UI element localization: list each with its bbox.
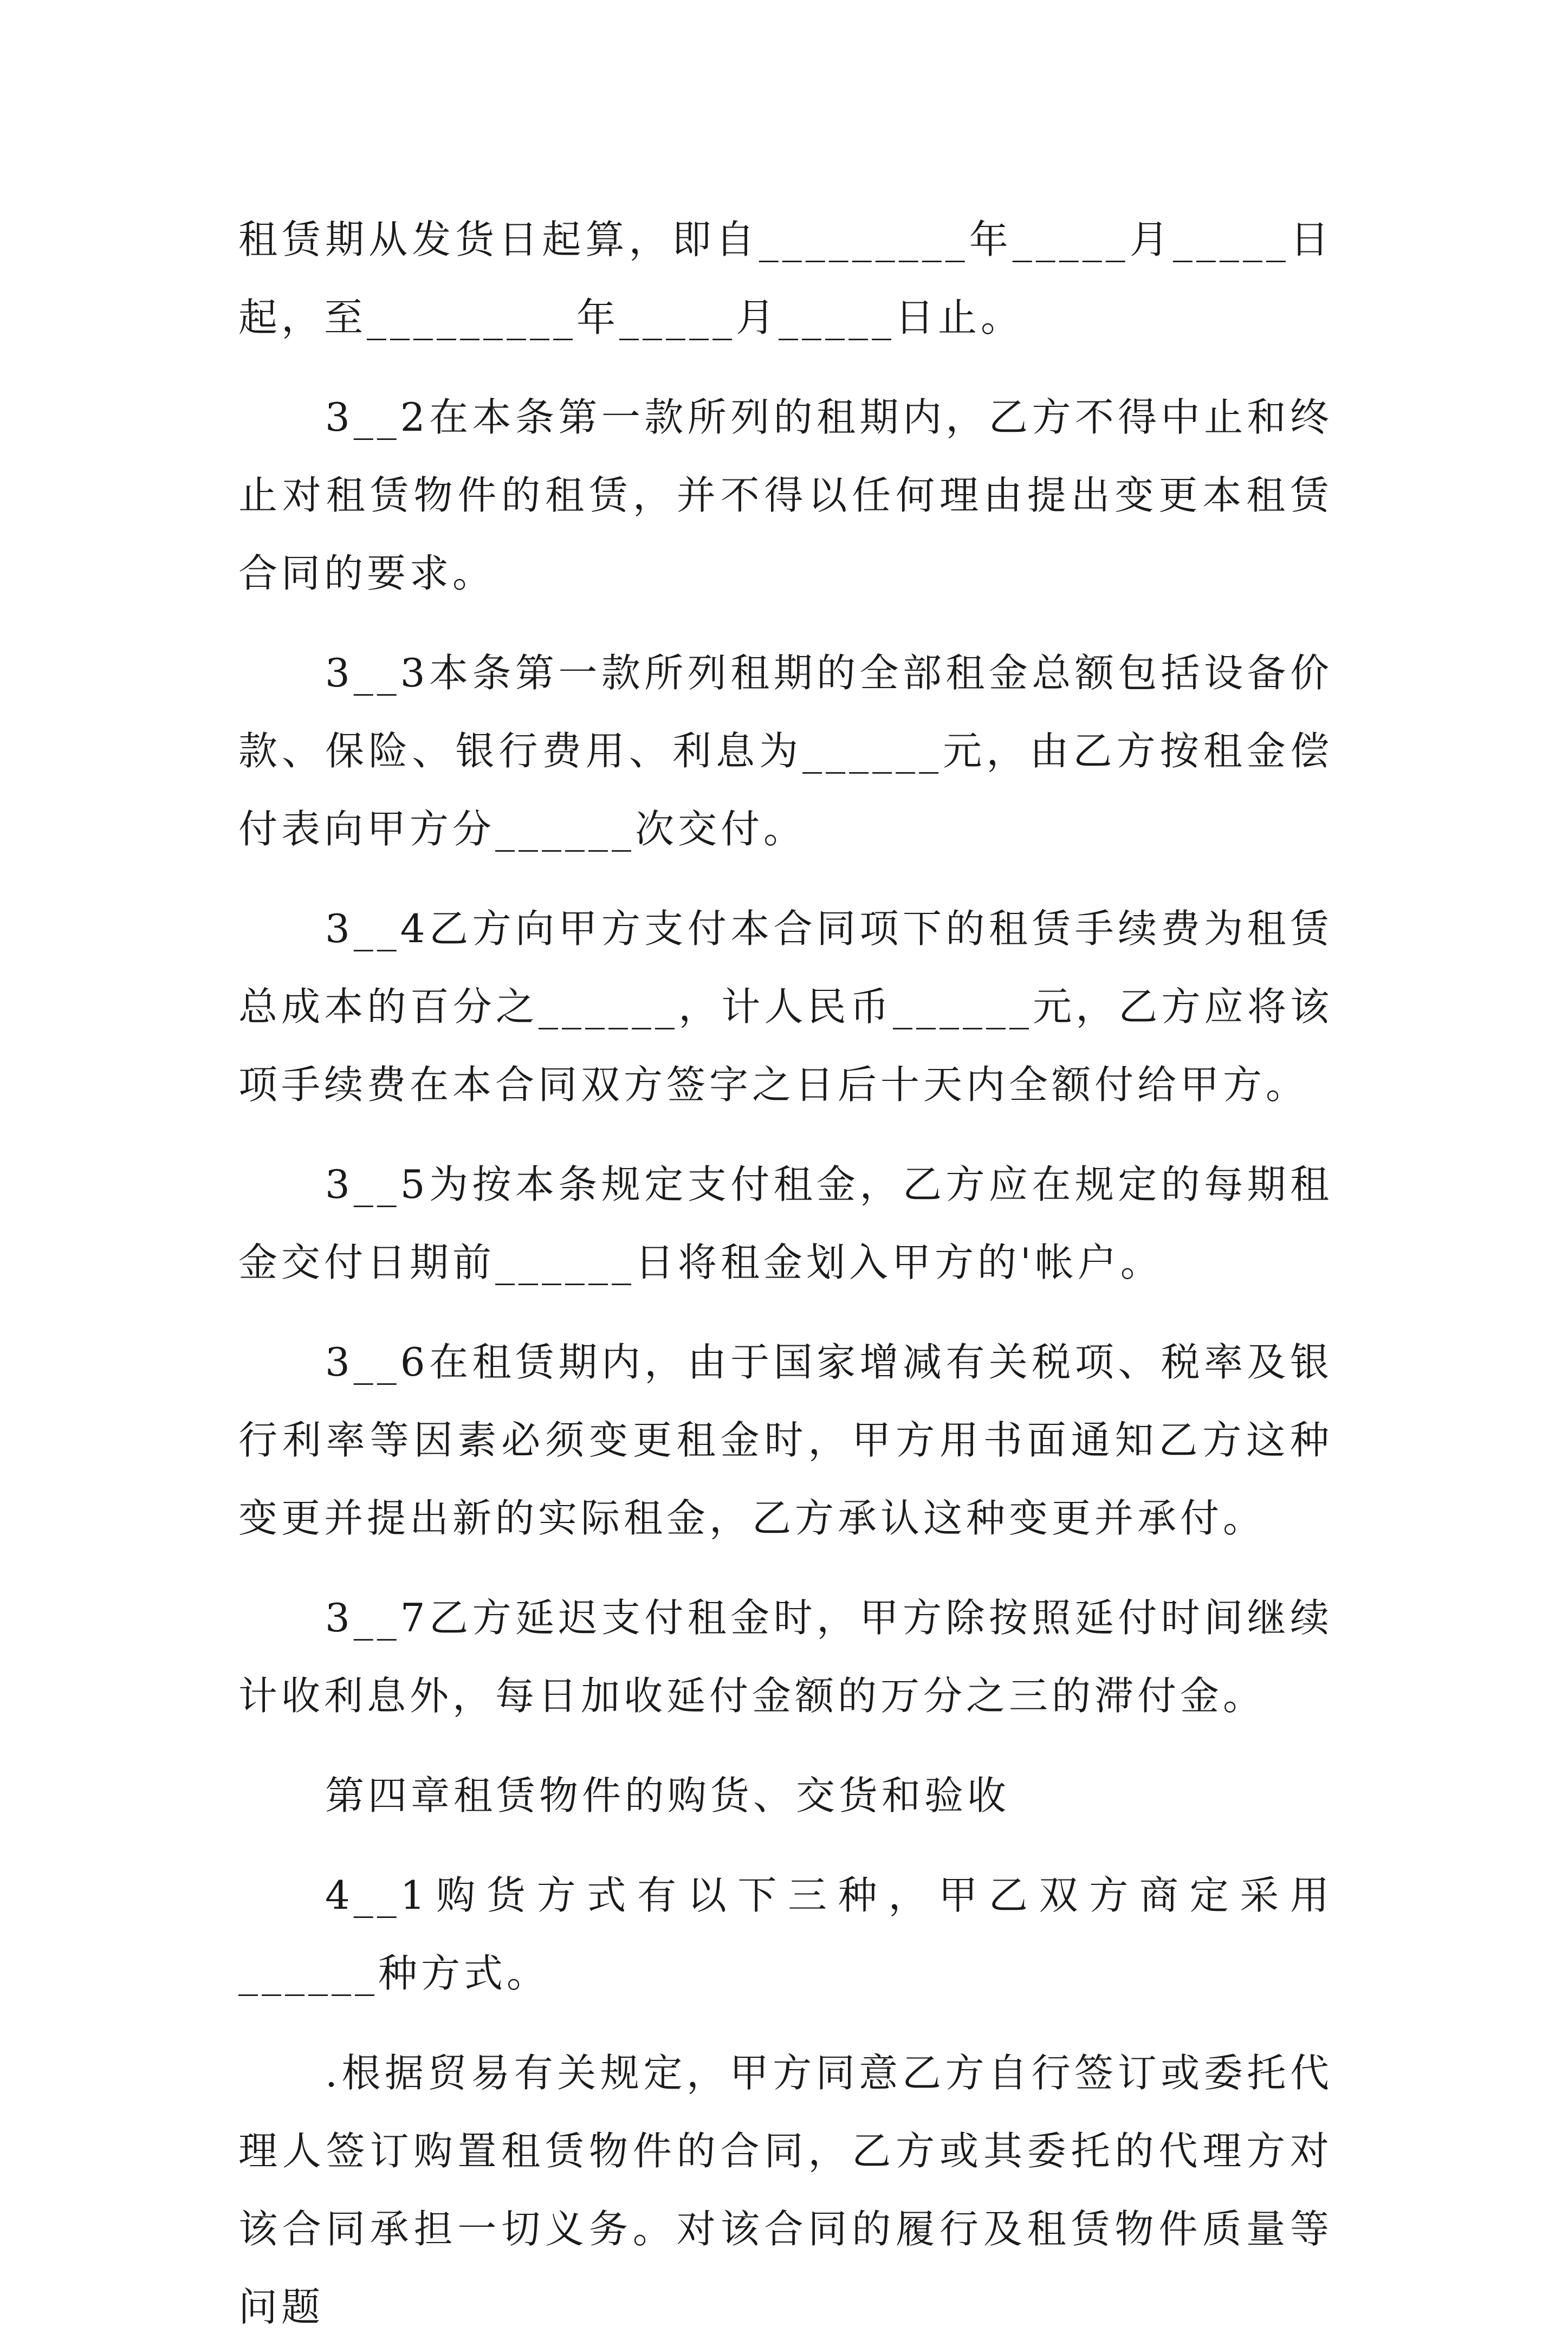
document-page — [238, 200, 1333, 2346]
clause-4-1: 4__1购货方式有以下三种，甲乙双方商定采用______种方式。 — [238, 1872, 1333, 1996]
clause-3-4: 3__4乙方向甲方支付本合同项下的租赁手续费为租赁总成本的百分之______，计人民币______元，乙方应将该项手续费在本合同双方签字之日后十天内全额付给甲方。 — [238, 906, 1333, 1107]
clause-3-2: 3__2在本条第一款所列的租期内，乙方不得中止和终止对租赁物件的租赁，并不得以任何理由提出变更本租赁合同的要求。 — [238, 394, 1333, 596]
clause-3-7: 3__7乙方延迟支付租金时，甲方除按照延付时间继续计收利息外，每日加收延付金额的万分之三的滞付金。 — [238, 1595, 1333, 1719]
lease-period-paragraph: 租赁期从发货日起算，即自_________年_____月_____日起，至_________年_____月_____日止。 — [238, 217, 1333, 340]
clause-3-5: 3__5为按本条规定支付租金，乙方应在规定的每期租金交付日期前______日将租金划入甲方的'帐户。 — [238, 1162, 1333, 1285]
clause-3-6: 3__6在租赁期内，由于国家增减有关税项、税率及银行利率等因素必须变更租金时，甲方用书面通知乙方这种变更并提出新的实际租金，乙方承认这种变更并承付。 — [238, 1339, 1333, 1541]
purchase-method-paragraph: .根据贸易有关规定，甲方同意乙方自行签订或委托代理人签订购置租赁物件的合同，乙方或其委托的代理方对该合同承担一切义务。对该合同的履行及租赁物件质量等问题 — [238, 2050, 1333, 2330]
chapter-4-heading: 第四章租赁物件的购货、交货和验收 — [325, 1773, 1010, 1818]
clause-3-3: 3__3本条第一款所列租期的全部租金总额包括设备价款、保险、银行费用、利息为______元，由乙方按租金偿付表向甲方分______次交付。 — [238, 650, 1333, 852]
